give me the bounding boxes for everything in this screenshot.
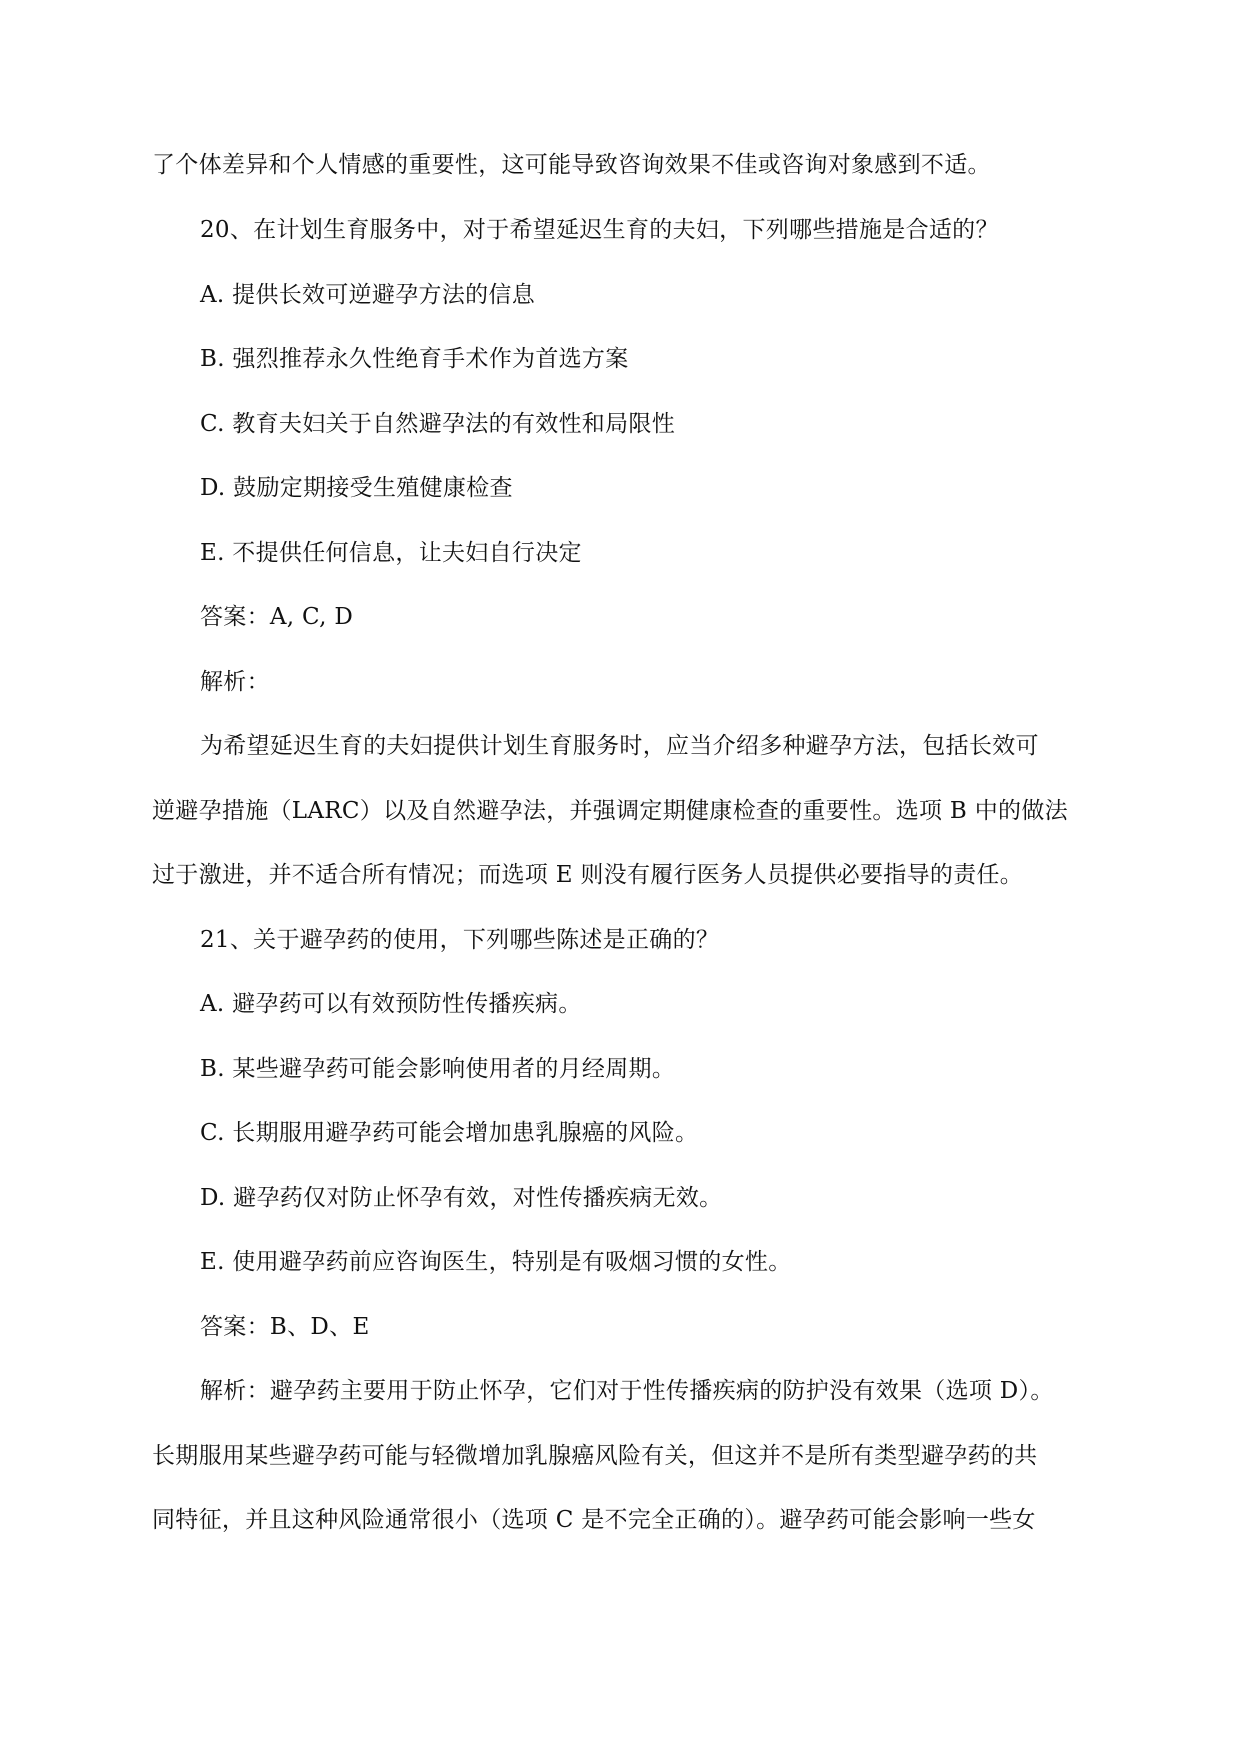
- text-line-continuation: 了个体差异和个人情感的重要性，这可能导致咨询效果不佳或咨询对象感到不适。: [152, 152, 991, 178]
- question-20-option-e: E. 不提供任何信息，让夫妇自行决定: [200, 540, 582, 566]
- question-21-option-a: A. 避孕药可以有效预防性传播疾病。: [200, 991, 582, 1017]
- question-20-option-c: C. 教育夫妇关于自然避孕法的有效性和局限性: [200, 411, 676, 437]
- question-21-analysis-line-3: 同特征，并且这种风险通常很小（选项 C 是不完全正确的）。避孕药可能会影响一些女: [152, 1507, 1036, 1533]
- question-21-analysis-line-2: 长期服用某些避孕药可能与轻微增加乳腺癌风险有关，但这并不是所有类型避孕药的共: [152, 1443, 1038, 1469]
- question-21-analysis-line-1: 解析：避孕药主要用于防止怀孕，它们对于性传播疾病的防护没有效果（选项 D）。: [200, 1378, 1054, 1404]
- question-20-analysis-line-1: 为希望延迟生育的夫妇提供计划生育服务时，应当介绍多种避孕方法，包括长效可: [200, 733, 1039, 759]
- question-21-option-e: E. 使用避孕药前应咨询医生，特别是有吸烟习惯的女性。: [200, 1249, 792, 1275]
- question-21-answer: 答案：B、D、E: [200, 1314, 370, 1340]
- question-21-option-d: D. 避孕药仅对防止怀孕有效，对性传播疾病无效。: [200, 1185, 723, 1211]
- question-20-option-b: B. 强烈推荐永久性绝育手术作为首选方案: [200, 346, 629, 372]
- question-21-stem: 21、关于避孕药的使用，下列哪些陈述是正确的？: [200, 927, 720, 953]
- question-20-option-d: D. 鼓励定期接受生殖健康检查: [200, 475, 513, 501]
- question-21-option-b: B. 某些避孕药可能会影响使用者的月经周期。: [200, 1056, 676, 1082]
- question-20-stem: 20、在计划生育服务中，对于希望延迟生育的夫妇，下列哪些措施是合适的？: [200, 217, 999, 243]
- question-20-analysis-line-2: 逆避孕措施（LARC）以及自然避孕法，并强调定期健康检查的重要性。选项 B 中的做法: [152, 798, 1068, 824]
- question-20-option-a: A. 提供长效可逆避孕方法的信息: [200, 282, 536, 308]
- question-20-analysis-line-3: 过于激进，并不适合所有情况；而选项 E 则没有履行医务人员提供必要指导的责任。: [152, 862, 1024, 888]
- question-21-option-c: C. 长期服用避孕药可能会增加患乳腺癌的风险。: [200, 1120, 699, 1146]
- question-20-answer: 答案：A, C, D: [200, 604, 354, 630]
- question-20-analysis-label: 解析：: [200, 669, 270, 695]
